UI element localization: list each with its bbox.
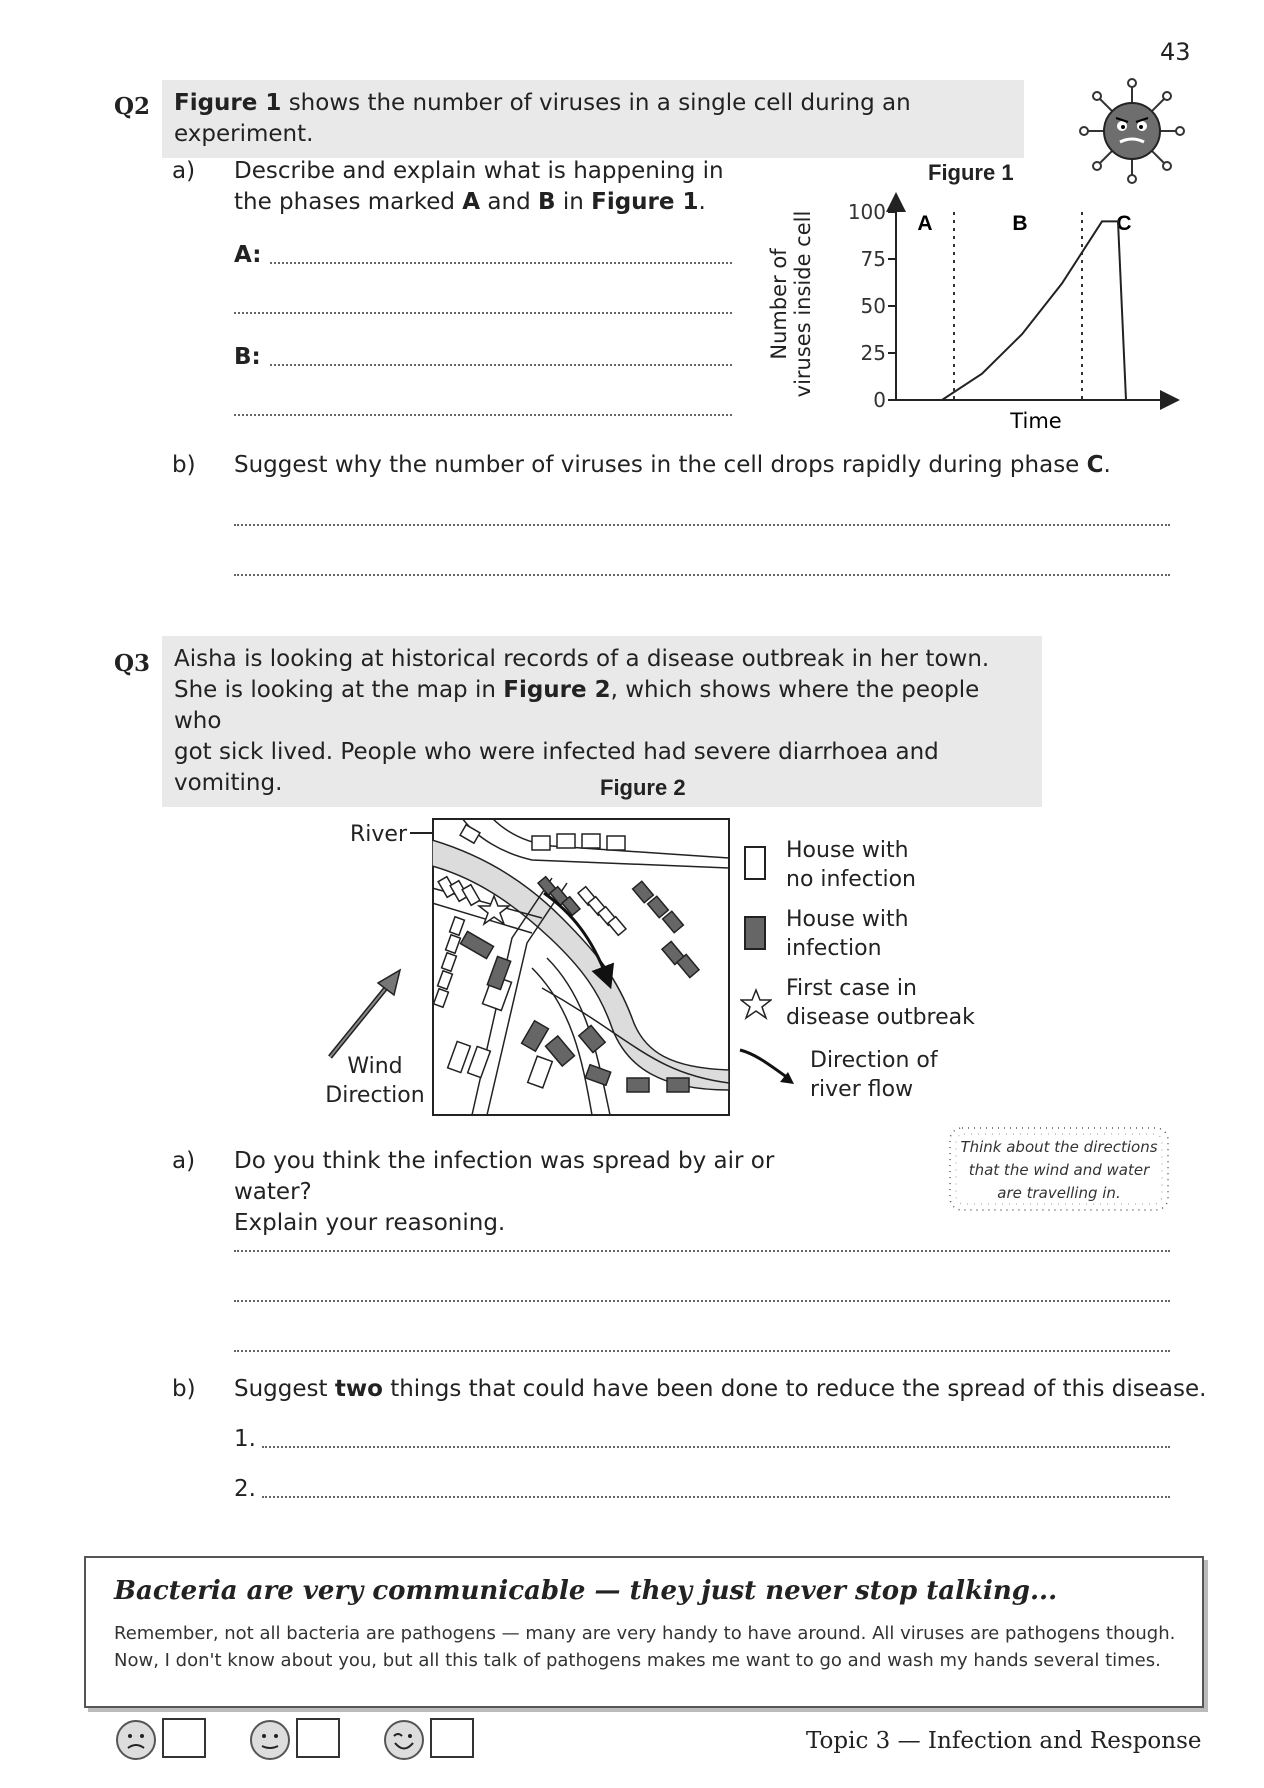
legend-text: Direction of bbox=[810, 1048, 938, 1073]
legend-text: river flow bbox=[810, 1077, 914, 1102]
answer-label-b: B: bbox=[234, 344, 261, 370]
q3b-text: Suggest bbox=[234, 1376, 335, 1402]
legend-river-flow bbox=[810, 1046, 938, 1104]
topic-label: Topic 3 — Infection and Response bbox=[806, 1728, 1202, 1754]
part-label-a: a) bbox=[172, 1148, 196, 1174]
hint-line: that the wind and water bbox=[968, 1161, 1150, 1179]
y-tick-label: 0 bbox=[873, 388, 886, 412]
q2a-text: the phases marked bbox=[234, 189, 463, 215]
part-label-a: a) bbox=[172, 158, 196, 184]
neutral-face-icon bbox=[250, 1720, 290, 1760]
hint-line: are travelling in. bbox=[997, 1184, 1121, 1202]
wind-label-line: Direction bbox=[325, 1083, 425, 1108]
legend-first-case bbox=[786, 974, 975, 1032]
virus-count-line bbox=[902, 221, 1126, 400]
tip-line: Now, I don't know about you, but all this talk of pathogens makes me want to go and wash my hands several times. bbox=[114, 1650, 1161, 1671]
y-axis-label-wrap bbox=[766, 210, 816, 402]
figure-2-title: Figure 2 bbox=[600, 775, 686, 800]
phase-label-b: B bbox=[1012, 212, 1028, 235]
q3-intro-text: , which shows where the people who bbox=[174, 677, 980, 734]
q2a-line1: Describe and explain what is happening in bbox=[234, 158, 724, 184]
tip-title: Bacteria are very communicable — they just never stop talking... bbox=[114, 1576, 1058, 1606]
y-tick-label: 50 bbox=[860, 294, 886, 318]
answer-line[interactable] bbox=[262, 1496, 1170, 1498]
phase-label-c: C bbox=[1116, 212, 1132, 235]
q3b-prompt bbox=[234, 1374, 1206, 1405]
x-axis-label: Time bbox=[1010, 409, 1062, 433]
q2-intro-text: shows the number of viruses in a single cell during an experiment. bbox=[174, 90, 911, 147]
sad-face-icon bbox=[116, 1720, 156, 1760]
q3b-text: things that could have been done to reduce the spread of this disease. bbox=[382, 1376, 1207, 1402]
wind-label bbox=[325, 1052, 425, 1110]
answer-line[interactable] bbox=[234, 574, 1170, 576]
q3-intro-line: Aisha is looking at historical records of a disease outbreak in her town. bbox=[174, 646, 990, 672]
tip-line: Remember, not all bacteria are pathogens — many are very handy to have around. All viruses are pathogens though. bbox=[114, 1623, 1176, 1644]
q3-intro-text: She is looking at the map in bbox=[174, 677, 504, 703]
virus-cartoon-icon bbox=[1072, 76, 1192, 186]
phase-c-ref: C bbox=[1086, 452, 1104, 478]
figure-ref: Figure 1 bbox=[174, 90, 282, 116]
hint-text bbox=[946, 1136, 1172, 1205]
q2b-prompt bbox=[234, 450, 1111, 481]
figure-1-title: Figure 1 bbox=[928, 160, 1014, 185]
q3a-prompt bbox=[234, 1146, 854, 1239]
river-label: River bbox=[350, 822, 407, 847]
y-axis-label: Number of viruses inside cell bbox=[767, 210, 815, 398]
q3a-line: Explain your reasoning. bbox=[234, 1210, 506, 1236]
legend-no-infection bbox=[786, 836, 916, 894]
q2a-text: in bbox=[555, 189, 592, 215]
q2a-line2 bbox=[234, 187, 754, 218]
tip-body bbox=[114, 1620, 1184, 1674]
legend-river-flow-arrow-icon bbox=[736, 1044, 802, 1088]
answer-line[interactable] bbox=[234, 1250, 1170, 1252]
q3-intro-line bbox=[174, 675, 1030, 737]
q3b-emphasis: two bbox=[334, 1376, 383, 1402]
house-no-infection bbox=[532, 836, 550, 850]
wind-label-line: Wind bbox=[347, 1054, 403, 1079]
river-pointer-line bbox=[410, 828, 434, 838]
q2b-text: Suggest why the number of viruses in the cell drops rapidly during phase bbox=[234, 452, 1087, 478]
hint-line: Think about the directions bbox=[960, 1138, 1158, 1156]
question-number-q2: Q2 bbox=[114, 93, 151, 120]
q3-intro-line: got sick lived. People who were infected had severe diarrhoea and vomiting. bbox=[174, 739, 939, 796]
answer-line[interactable] bbox=[234, 312, 732, 314]
legend-infection bbox=[786, 905, 909, 963]
happy-face-icon bbox=[384, 1720, 424, 1760]
answer-line[interactable] bbox=[262, 1446, 1170, 1448]
answer-line[interactable] bbox=[234, 414, 732, 416]
answer-line[interactable] bbox=[234, 524, 1170, 526]
q3a-line: Do you think the infection was spread by air or water? bbox=[234, 1148, 775, 1205]
answer-label-1: 1. bbox=[234, 1426, 256, 1452]
confidence-checkbox-medium[interactable] bbox=[296, 1718, 340, 1758]
phase-b-ref: B bbox=[538, 189, 556, 215]
answer-label-2: 2. bbox=[234, 1476, 256, 1502]
phase-a-ref: A bbox=[462, 189, 481, 215]
legend-text: disease outbreak bbox=[786, 1005, 975, 1030]
q2a-prompt bbox=[234, 156, 754, 218]
confidence-checkbox-low[interactable] bbox=[162, 1718, 206, 1758]
legend-text: First case in bbox=[786, 976, 917, 1001]
legend-text: infection bbox=[786, 936, 882, 961]
page-number: 43 bbox=[1160, 38, 1191, 66]
figure-1-chart bbox=[820, 190, 1180, 440]
legend-star-icon bbox=[740, 988, 772, 1020]
question-number-q3: Q3 bbox=[114, 650, 151, 677]
legend-text: House with bbox=[786, 838, 909, 863]
legend-text: no infection bbox=[786, 867, 916, 892]
part-label-b: b) bbox=[172, 452, 196, 478]
legend-house-infection-icon bbox=[744, 916, 766, 950]
legend-house-no-infection-icon bbox=[744, 846, 766, 880]
tip-box bbox=[84, 1556, 1204, 1708]
q2-intro bbox=[162, 80, 1024, 158]
legend-text: House with bbox=[786, 907, 909, 932]
q2a-text: . bbox=[698, 189, 706, 215]
outbreak-map bbox=[432, 818, 730, 1116]
answer-label-a: A: bbox=[234, 242, 262, 268]
wind-direction-arrow-icon bbox=[320, 965, 410, 1065]
y-tick-label: 100 bbox=[847, 200, 886, 224]
answer-line[interactable] bbox=[270, 364, 732, 366]
answer-line[interactable] bbox=[234, 1300, 1170, 1302]
answer-line[interactable] bbox=[270, 262, 732, 264]
y-tick-label: 75 bbox=[860, 247, 886, 271]
hint-bubble bbox=[946, 1124, 1172, 1214]
q2b-text: . bbox=[1103, 452, 1111, 478]
part-label-b: b) bbox=[172, 1376, 196, 1402]
q2a-text: and bbox=[480, 189, 538, 215]
phase-label-a: A bbox=[917, 212, 933, 235]
answer-line[interactable] bbox=[234, 1350, 1170, 1352]
confidence-checkbox-high[interactable] bbox=[430, 1718, 474, 1758]
figure-ref: Figure 1 bbox=[591, 189, 699, 215]
y-tick-label: 25 bbox=[860, 341, 886, 365]
figure-ref: Figure 2 bbox=[503, 677, 611, 703]
